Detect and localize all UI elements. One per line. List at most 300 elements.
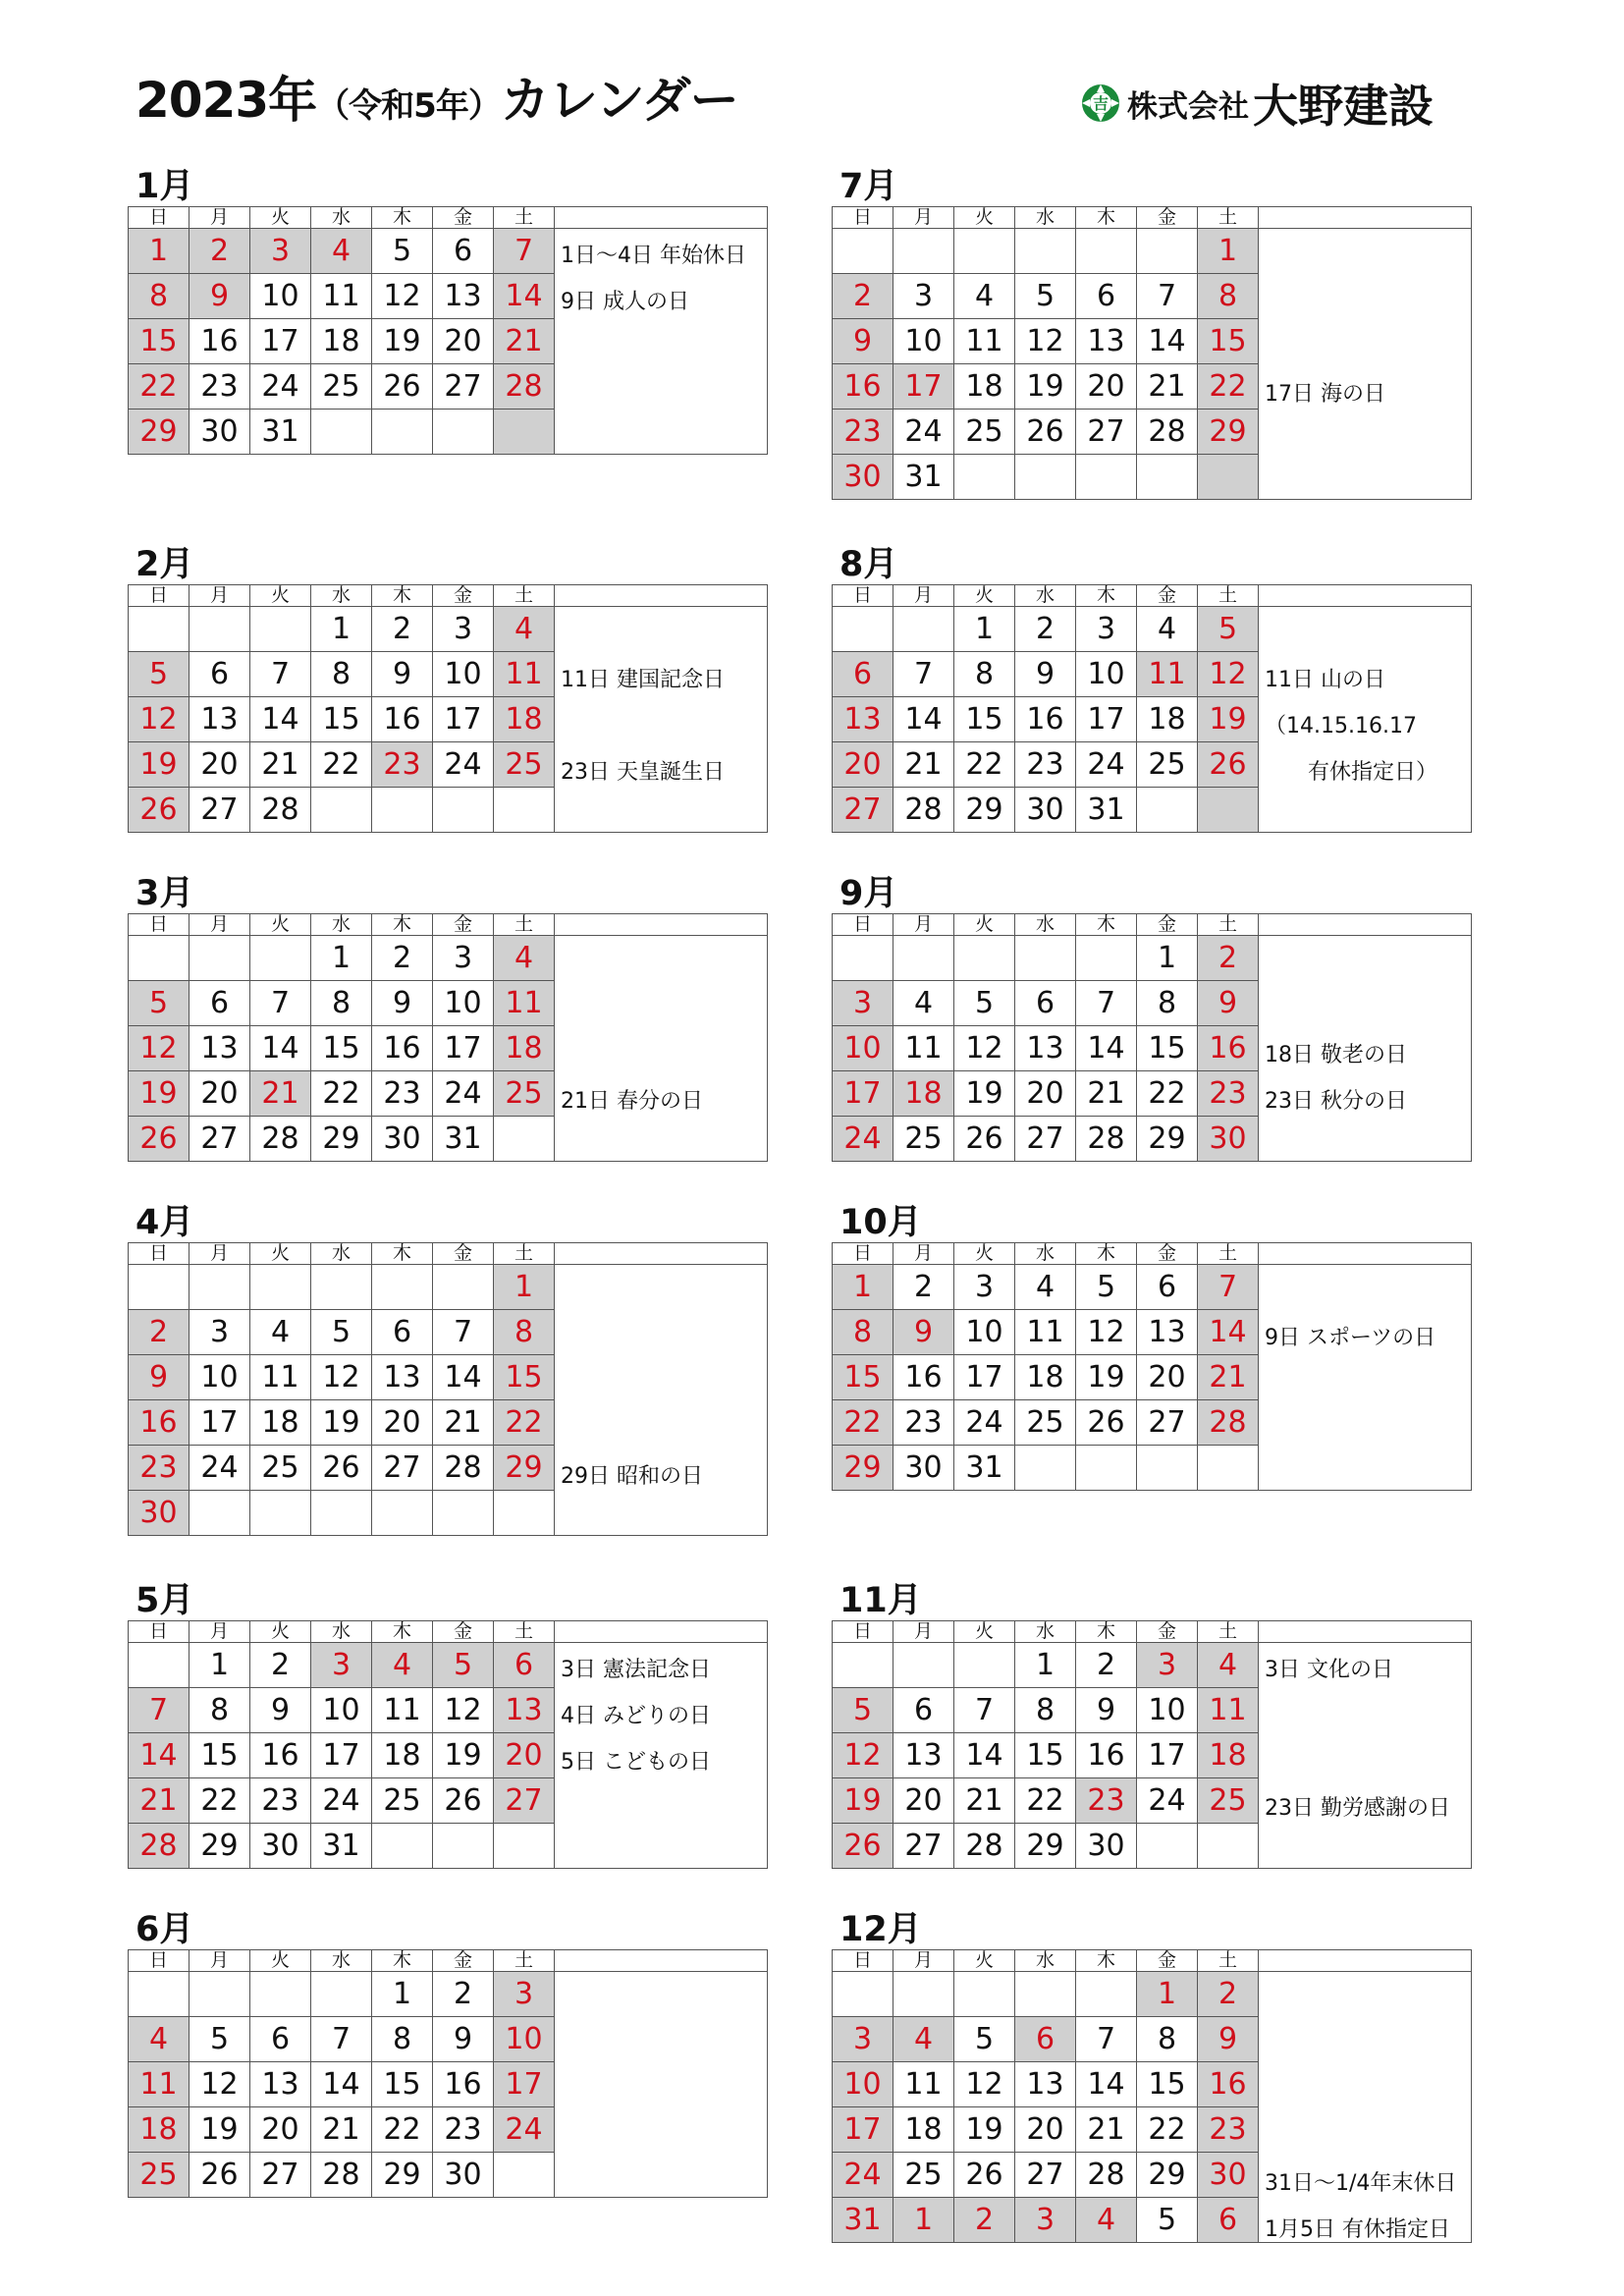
- note-header: [555, 207, 768, 229]
- day-cell: 3: [1137, 1643, 1198, 1688]
- day-cell: 8: [129, 274, 189, 319]
- day-cell: 10: [311, 1688, 372, 1733]
- day-cell: 6: [1015, 2017, 1076, 2062]
- day-cell: 22: [129, 364, 189, 410]
- note-header: [1259, 1243, 1472, 1265]
- day-cell: 4: [1015, 1265, 1076, 1310]
- day-cell: 4: [893, 2017, 954, 2062]
- day-cell: 18: [372, 1733, 433, 1778]
- day-cell: 18: [954, 364, 1015, 410]
- day-cell: 30: [433, 2153, 494, 2198]
- day-cell: 30: [189, 410, 250, 455]
- day-cell: 27: [1076, 410, 1137, 455]
- empty-cell: [1198, 455, 1259, 500]
- day-cell: 25: [372, 1778, 433, 1824]
- empty-cell: [833, 1643, 893, 1688]
- empty-cell: [189, 1972, 250, 2017]
- day-cell: 16: [1076, 1733, 1137, 1778]
- day-cell: 19: [954, 2107, 1015, 2153]
- weekday-header: 木: [1076, 1243, 1137, 1265]
- holiday-note: （14.15.16.17: [1265, 714, 1417, 738]
- day-cell: 29: [1137, 1117, 1198, 1162]
- weekday-header: 木: [1076, 207, 1137, 229]
- day-cell: 2: [372, 936, 433, 981]
- day-cell: 12: [1198, 652, 1259, 697]
- day-cell: 1: [1198, 229, 1259, 274]
- day-cell: 22: [311, 742, 372, 788]
- empty-cell: [1137, 229, 1198, 274]
- day-cell: 17: [189, 1400, 250, 1446]
- day-cell: 9: [372, 981, 433, 1026]
- day-cell: 12: [1076, 1310, 1137, 1355]
- holiday-note: 23日 秋分の日: [1265, 1089, 1407, 1114]
- day-cell: 8: [1198, 274, 1259, 319]
- empty-cell: [433, 1824, 494, 1869]
- empty-cell: [893, 936, 954, 981]
- day-cell: 19: [954, 1071, 1015, 1117]
- week-row: [833, 1265, 1472, 1310]
- day-cell: 23: [893, 1400, 954, 1446]
- empty-cell: [129, 1265, 189, 1310]
- empty-cell: [1015, 936, 1076, 981]
- day-cell: 10: [433, 981, 494, 1026]
- day-cell: 6: [1137, 1265, 1198, 1310]
- day-cell: 17: [433, 697, 494, 742]
- weekday-header: 木: [1076, 1621, 1137, 1643]
- day-cell: 15: [311, 697, 372, 742]
- week-row: [129, 936, 768, 981]
- holiday-notes: [1259, 936, 1472, 1162]
- empty-cell: [1137, 455, 1198, 500]
- day-cell: 14: [1198, 1310, 1259, 1355]
- weekday-header: 月: [893, 585, 954, 607]
- day-cell: 20: [893, 1778, 954, 1824]
- day-cell: 4: [250, 1310, 311, 1355]
- weekday-header: 水: [1015, 207, 1076, 229]
- day-cell: 2: [833, 274, 893, 319]
- holiday-note: 23日 勤労感謝の日: [1265, 1796, 1450, 1821]
- day-cell: 1: [1137, 1972, 1198, 2017]
- weekday-header: 月: [893, 914, 954, 936]
- empty-cell: [494, 1824, 555, 1869]
- weekday-header: 日: [129, 585, 189, 607]
- day-cell: 5: [1015, 274, 1076, 319]
- day-cell: 29: [372, 2153, 433, 2198]
- day-cell: 26: [954, 1117, 1015, 1162]
- empty-cell: [1198, 788, 1259, 833]
- day-cell: 2: [893, 1265, 954, 1310]
- month-2: [128, 545, 768, 833]
- month-table: [128, 206, 768, 455]
- empty-cell: [311, 1265, 372, 1310]
- holiday-notes: [1259, 607, 1472, 833]
- weekday-header: 日: [129, 1621, 189, 1643]
- day-cell: 12: [189, 2062, 250, 2107]
- day-cell: 20: [189, 742, 250, 788]
- month-9: [832, 874, 1472, 1162]
- day-cell: 26: [1015, 410, 1076, 455]
- day-cell: 13: [189, 697, 250, 742]
- day-cell: 23: [833, 410, 893, 455]
- weekday-header: 土: [1198, 1243, 1259, 1265]
- day-cell: 18: [494, 697, 555, 742]
- day-cell: 18: [1198, 1733, 1259, 1778]
- day-cell: 8: [494, 1310, 555, 1355]
- day-cell: 23: [250, 1778, 311, 1824]
- day-cell: 5: [954, 981, 1015, 1026]
- day-cell: 12: [833, 1733, 893, 1778]
- day-cell: 2: [189, 229, 250, 274]
- month-label: 12月: [839, 1910, 922, 1949]
- empty-cell: [494, 1491, 555, 1536]
- day-cell: 31: [433, 1117, 494, 1162]
- month-table: [128, 1620, 768, 1869]
- note-header: [1259, 585, 1472, 607]
- day-cell: 16: [833, 364, 893, 410]
- holiday-notes: [555, 1265, 768, 1536]
- day-cell: 15: [129, 319, 189, 364]
- day-cell: 15: [954, 697, 1015, 742]
- day-cell: 7: [311, 2017, 372, 2062]
- day-cell: 6: [494, 1643, 555, 1688]
- weekday-header: 水: [1015, 1243, 1076, 1265]
- day-cell: 21: [433, 1400, 494, 1446]
- day-cell: 25: [1015, 1400, 1076, 1446]
- day-cell: 14: [250, 1026, 311, 1071]
- day-cell: 25: [129, 2153, 189, 2198]
- day-cell: 16: [372, 697, 433, 742]
- day-cell: 31: [250, 410, 311, 455]
- holiday-notes: [555, 229, 768, 455]
- weekday-header: 木: [372, 1243, 433, 1265]
- day-cell: 3: [250, 229, 311, 274]
- day-cell: 15: [833, 1355, 893, 1400]
- day-cell: 21: [250, 742, 311, 788]
- empty-cell: [893, 607, 954, 652]
- day-cell: 8: [1137, 981, 1198, 1026]
- day-cell: 5: [129, 981, 189, 1026]
- company-prefix: 株式会社: [1127, 88, 1249, 125]
- company-name: 大野建設: [1253, 80, 1434, 133]
- day-cell: 6: [1076, 274, 1137, 319]
- weekday-header: 日: [129, 207, 189, 229]
- day-cell: 7: [1137, 274, 1198, 319]
- day-cell: 6: [433, 229, 494, 274]
- holiday-note: 18日 敬老の日: [1265, 1043, 1407, 1067]
- day-cell: 26: [372, 364, 433, 410]
- empty-cell: [250, 1491, 311, 1536]
- day-cell: 29: [311, 1117, 372, 1162]
- day-cell: 27: [189, 788, 250, 833]
- day-cell: 9: [372, 652, 433, 697]
- day-cell: 17: [954, 1355, 1015, 1400]
- day-cell: 14: [954, 1733, 1015, 1778]
- day-cell: 13: [250, 2062, 311, 2107]
- day-cell: 20: [189, 1071, 250, 1117]
- week-row: [833, 936, 1472, 981]
- day-cell: 20: [1015, 2107, 1076, 2153]
- empty-cell: [311, 410, 372, 455]
- empty-cell: [1076, 1972, 1137, 2017]
- day-cell: 13: [1015, 1026, 1076, 1071]
- day-cell: 18: [494, 1026, 555, 1071]
- weekday-header: 日: [833, 1621, 893, 1643]
- day-cell: 10: [494, 2017, 555, 2062]
- weekday-header: 水: [1015, 914, 1076, 936]
- day-cell: 16: [189, 319, 250, 364]
- weekday-header: 水: [311, 585, 372, 607]
- day-cell: 18: [893, 1071, 954, 1117]
- empty-cell: [250, 936, 311, 981]
- day-cell: 23: [372, 1071, 433, 1117]
- weekday-header: 日: [833, 1243, 893, 1265]
- day-cell: 21: [1198, 1355, 1259, 1400]
- company-logo-icon: [1080, 82, 1121, 124]
- holiday-notes: [1259, 1643, 1472, 1869]
- day-cell: 31: [833, 2198, 893, 2243]
- day-cell: 17: [494, 2062, 555, 2107]
- day-cell: 19: [311, 1400, 372, 1446]
- day-cell: 31: [954, 1446, 1015, 1491]
- note-header: [555, 1621, 768, 1643]
- day-cell: 19: [1198, 697, 1259, 742]
- calendar-title: [135, 61, 738, 132]
- day-cell: 1: [189, 1643, 250, 1688]
- day-cell: 24: [893, 410, 954, 455]
- day-cell: 6: [1015, 981, 1076, 1026]
- day-cell: 21: [893, 742, 954, 788]
- month-4: [128, 1203, 768, 1536]
- day-cell: 2: [250, 1643, 311, 1688]
- day-cell: 17: [1076, 697, 1137, 742]
- holiday-note: 21日 春分の日: [561, 1089, 703, 1114]
- day-cell: 14: [1137, 319, 1198, 364]
- day-cell: 29: [954, 788, 1015, 833]
- holiday-notes: [555, 607, 768, 833]
- empty-cell: [494, 410, 555, 455]
- weekday-header: 月: [189, 1621, 250, 1643]
- day-cell: 16: [893, 1355, 954, 1400]
- empty-cell: [250, 1265, 311, 1310]
- day-cell: 10: [189, 1355, 250, 1400]
- day-cell: 21: [1076, 2107, 1137, 2153]
- day-cell: 4: [129, 2017, 189, 2062]
- weekday-header: 日: [129, 914, 189, 936]
- weekday-header: 月: [893, 207, 954, 229]
- day-cell: 11: [893, 2062, 954, 2107]
- day-cell: 18: [250, 1400, 311, 1446]
- empty-cell: [1137, 1824, 1198, 1869]
- month-table: [128, 1949, 768, 2198]
- day-cell: 5: [372, 229, 433, 274]
- holiday-notes: [555, 1972, 768, 2198]
- weekday-header: 日: [833, 585, 893, 607]
- weekday-header: 日: [833, 207, 893, 229]
- weekday-header: 土: [1198, 1950, 1259, 1972]
- holiday-note: 11日 建国記念日: [561, 668, 725, 692]
- month-7: [832, 167, 1472, 500]
- day-cell: 9: [893, 1310, 954, 1355]
- day-cell: 9: [833, 319, 893, 364]
- holiday-note: 4日 みどりの日: [561, 1704, 711, 1728]
- weekday-header: 火: [250, 585, 311, 607]
- day-cell: 12: [129, 697, 189, 742]
- day-cell: 20: [433, 319, 494, 364]
- empty-cell: [189, 607, 250, 652]
- day-cell: 7: [494, 229, 555, 274]
- day-cell: 29: [1137, 2153, 1198, 2198]
- day-cell: 6: [893, 1688, 954, 1733]
- day-cell: 24: [833, 1117, 893, 1162]
- day-cell: 20: [494, 1733, 555, 1778]
- day-cell: 3: [1076, 607, 1137, 652]
- weekday-header: 月: [893, 1621, 954, 1643]
- weekday-header: 水: [311, 207, 372, 229]
- day-cell: 13: [433, 274, 494, 319]
- title-era: （令和5年）: [316, 86, 501, 126]
- day-cell: 22: [189, 1778, 250, 1824]
- day-cell: 14: [1076, 1026, 1137, 1071]
- empty-cell: [433, 1265, 494, 1310]
- day-cell: 22: [1015, 1778, 1076, 1824]
- day-cell: 26: [954, 2153, 1015, 2198]
- weekday-header: 木: [1076, 914, 1137, 936]
- holiday-note: 9日 スポーツの日: [1265, 1326, 1436, 1350]
- day-cell: 11: [372, 1688, 433, 1733]
- day-cell: 15: [311, 1026, 372, 1071]
- day-cell: 25: [494, 1071, 555, 1117]
- empty-cell: [1076, 1446, 1137, 1491]
- day-cell: 15: [494, 1355, 555, 1400]
- day-cell: 11: [954, 319, 1015, 364]
- day-cell: 3: [311, 1643, 372, 1688]
- day-cell: 17: [433, 1026, 494, 1071]
- weekday-header: 土: [494, 585, 555, 607]
- day-cell: 4: [494, 607, 555, 652]
- empty-cell: [311, 1491, 372, 1536]
- weekday-header: 月: [893, 1950, 954, 1972]
- month-12: [832, 1910, 1472, 2243]
- day-cell: 6: [189, 652, 250, 697]
- empty-cell: [433, 788, 494, 833]
- day-cell: 7: [954, 1688, 1015, 1733]
- empty-cell: [954, 936, 1015, 981]
- day-cell: 2: [954, 2198, 1015, 2243]
- day-cell: 12: [129, 1026, 189, 1071]
- month-10: [832, 1203, 1472, 1491]
- day-cell: 11: [893, 1026, 954, 1071]
- day-cell: 15: [189, 1733, 250, 1778]
- day-cell: 21: [1137, 364, 1198, 410]
- weekday-header: 金: [433, 1621, 494, 1643]
- weekday-header: 木: [372, 207, 433, 229]
- month-label: 10月: [839, 1203, 922, 1242]
- day-cell: 20: [1015, 1071, 1076, 1117]
- day-cell: 30: [1198, 2153, 1259, 2198]
- weekday-header: 日: [129, 1243, 189, 1265]
- day-cell: 3: [494, 1972, 555, 2017]
- day-cell: 9: [250, 1688, 311, 1733]
- day-cell: 28: [129, 1824, 189, 1869]
- day-cell: 26: [833, 1824, 893, 1869]
- month-table: [832, 1620, 1472, 1869]
- empty-cell: [893, 1972, 954, 2017]
- weekday-header: 火: [954, 1950, 1015, 1972]
- day-cell: 28: [433, 1446, 494, 1491]
- month-8: [832, 545, 1472, 833]
- day-cell: 12: [954, 1026, 1015, 1071]
- day-cell: 8: [311, 652, 372, 697]
- weekday-header: 土: [494, 207, 555, 229]
- day-cell: 10: [833, 1026, 893, 1071]
- weekday-header: 土: [494, 1243, 555, 1265]
- day-cell: 11: [250, 1355, 311, 1400]
- empty-cell: [311, 788, 372, 833]
- empty-cell: [1076, 229, 1137, 274]
- day-cell: 1: [893, 2198, 954, 2243]
- weekday-header: 火: [250, 1243, 311, 1265]
- day-cell: 15: [1015, 1733, 1076, 1778]
- day-cell: 19: [433, 1733, 494, 1778]
- day-cell: 9: [1015, 652, 1076, 697]
- month-label: 2月: [135, 545, 194, 584]
- empty-cell: [129, 1972, 189, 2017]
- day-cell: 11: [129, 2062, 189, 2107]
- day-cell: 27: [833, 788, 893, 833]
- empty-cell: [372, 1824, 433, 1869]
- day-cell: 18: [1015, 1355, 1076, 1400]
- day-cell: 24: [189, 1446, 250, 1491]
- day-cell: 16: [1198, 2062, 1259, 2107]
- week-row: [833, 607, 1472, 652]
- day-cell: 21: [311, 2107, 372, 2153]
- day-cell: 23: [1198, 1071, 1259, 1117]
- day-cell: 10: [433, 652, 494, 697]
- empty-cell: [1137, 788, 1198, 833]
- day-cell: 27: [1137, 1400, 1198, 1446]
- day-cell: 1: [1015, 1643, 1076, 1688]
- month-label: 3月: [135, 874, 194, 913]
- holiday-note: 有休指定日）: [1265, 760, 1438, 785]
- day-cell: 1: [311, 936, 372, 981]
- empty-cell: [250, 1972, 311, 2017]
- empty-cell: [833, 607, 893, 652]
- day-cell: 20: [1076, 364, 1137, 410]
- weekday-header: 金: [433, 585, 494, 607]
- empty-cell: [494, 788, 555, 833]
- day-cell: 28: [1076, 2153, 1137, 2198]
- empty-cell: [129, 936, 189, 981]
- day-cell: 26: [129, 1117, 189, 1162]
- day-cell: 3: [833, 981, 893, 1026]
- month-table: [128, 584, 768, 833]
- month-table: [128, 913, 768, 1162]
- holiday-note: 1月5日 有休指定日: [1265, 2217, 1450, 2242]
- day-cell: 11: [1015, 1310, 1076, 1355]
- day-cell: 23: [372, 742, 433, 788]
- weekday-header: 日: [833, 914, 893, 936]
- day-cell: 26: [189, 2153, 250, 2198]
- holiday-note: 9日 成人の日: [561, 290, 689, 314]
- day-cell: 9: [1076, 1688, 1137, 1733]
- day-cell: 2: [1015, 607, 1076, 652]
- day-cell: 5: [433, 1643, 494, 1688]
- weekday-header: 火: [250, 914, 311, 936]
- day-cell: 5: [129, 652, 189, 697]
- day-cell: 16: [129, 1400, 189, 1446]
- month-label: 8月: [839, 545, 898, 584]
- day-cell: 3: [833, 2017, 893, 2062]
